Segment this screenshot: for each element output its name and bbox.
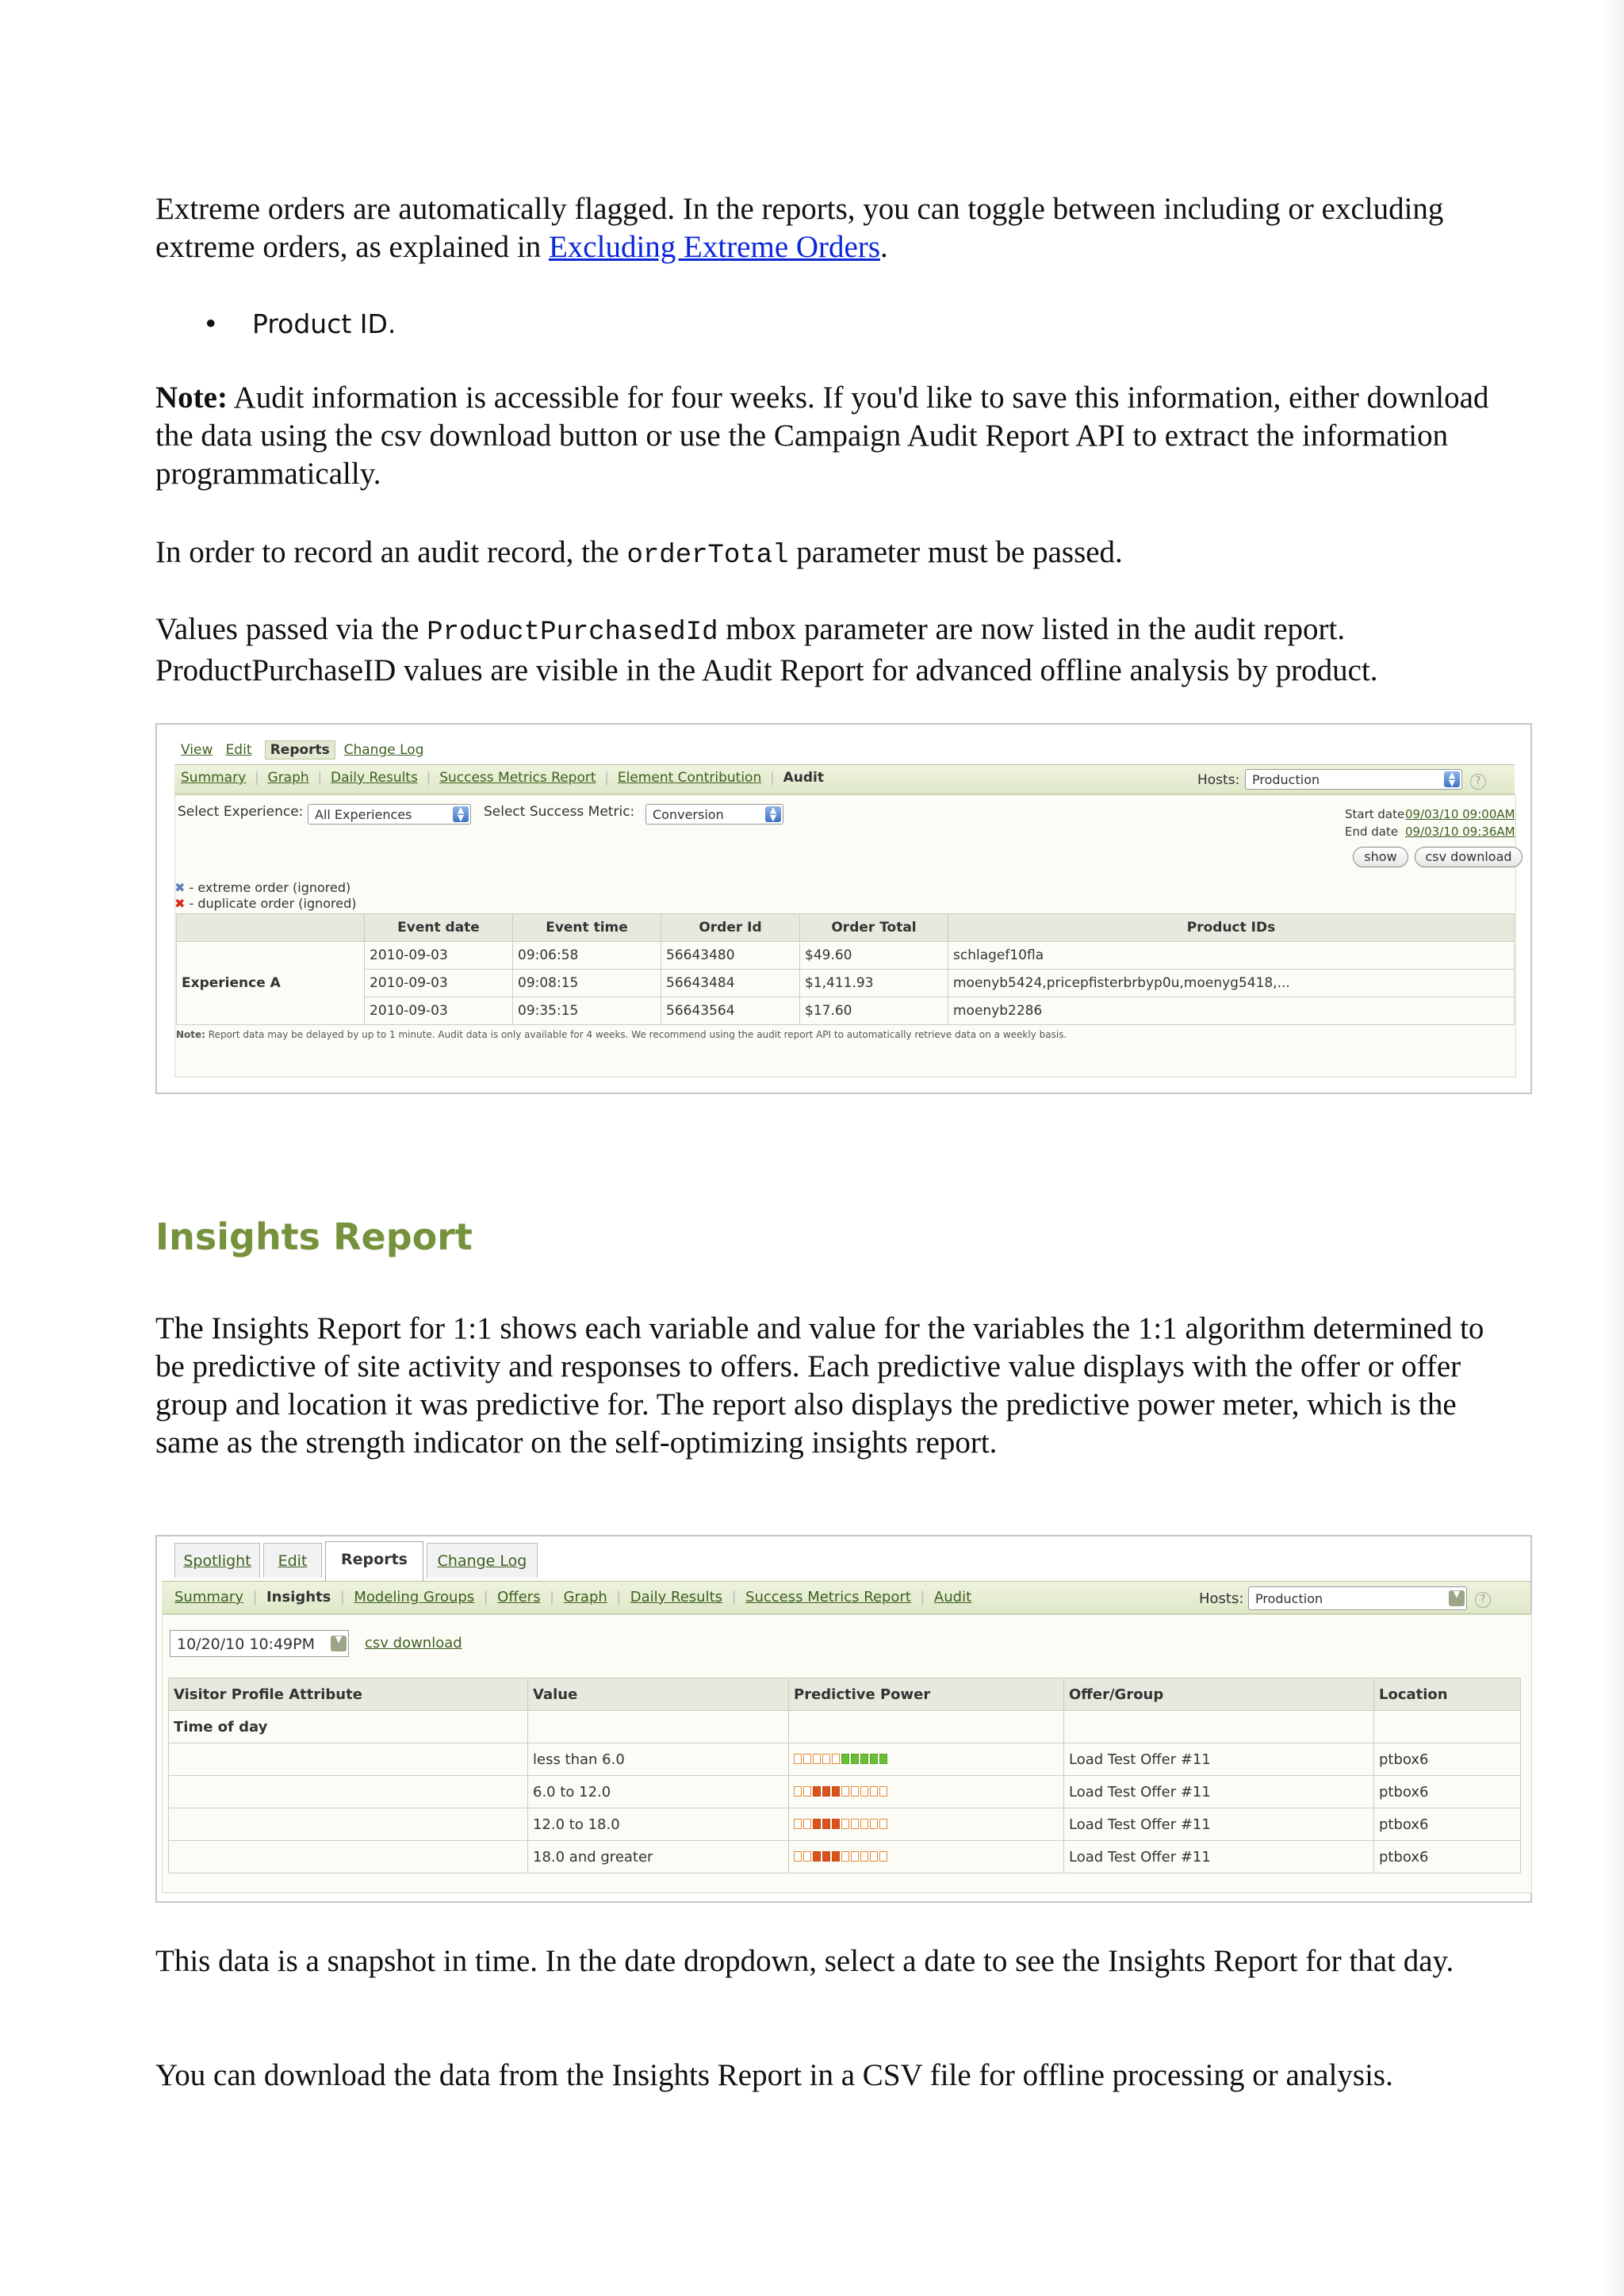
select-metric-label: Select Success Metric: — [484, 804, 635, 820]
table-row — [177, 997, 1515, 1025]
location-cell: ptbox6 — [1374, 1808, 1521, 1841]
insights-table — [168, 1678, 1521, 1873]
tab-reports[interactable] — [325, 1541, 423, 1581]
select-arrow-icon: ▲ ▼ — [1444, 771, 1460, 787]
select-arrow-icon: ▲ ▼ — [453, 806, 469, 822]
footnote-text: Report data may be delayed by up to 1 minute. Audit data is only available for 4 weeks. We recommend using the audit report API to automatically retrieve data on a weekly basis. — [205, 1029, 1067, 1040]
tab-label: Spotlight — [183, 1552, 251, 1570]
attribute-cell: Time of day — [169, 1711, 528, 1743]
subnav-element-contribution[interactable]: Element Contribution — [617, 770, 762, 786]
table-row — [169, 1743, 1521, 1776]
column-header-offer-group: Offer/Group — [1064, 1678, 1374, 1711]
location-cell: ptbox6 — [1374, 1743, 1521, 1776]
tab-reports[interactable]: Reports — [265, 740, 335, 760]
table-cell: schlagef10fla — [948, 942, 1515, 970]
table-header-row — [177, 914, 1515, 942]
subnav-success-metrics[interactable]: Success Metrics Report — [439, 770, 596, 786]
start-date-link[interactable]: 09/03/10 09:00AM — [1405, 807, 1515, 821]
page-edge-shadow — [1600, 0, 1624, 2296]
audit-report-screenshot — [155, 723, 1532, 1094]
insights-report-screenshot — [155, 1535, 1532, 1903]
select-experience-value: All Experiences — [315, 807, 412, 822]
tab-spotlight[interactable] — [174, 1543, 260, 1578]
legend-duplicate — [174, 896, 357, 911]
audit-table — [176, 913, 1515, 1025]
hosts-select-value: Production — [1252, 772, 1320, 787]
value-cell: 12.0 to 18.0 — [528, 1808, 789, 1841]
note-label: Note: — [155, 381, 228, 415]
table-row — [169, 1711, 1521, 1743]
location-cell: ptbox6 — [1374, 1841, 1521, 1873]
audit-tabs — [181, 742, 423, 758]
subnav-daily-results[interactable]: Daily Results — [331, 770, 418, 786]
predictive-power-cell — [789, 1841, 1064, 1873]
column-header-location: Location — [1374, 1678, 1521, 1711]
end-date-link[interactable]: 09/03/10 09:36AM — [1405, 825, 1515, 839]
note-text: Audit information is accessible for four weeks. If you'd like to save this information, either download the data using the csv download button or use the Campaign Audit Report API to extract the information programmatically. — [155, 381, 1489, 491]
table-cell: 56643480 — [661, 942, 800, 970]
table-row — [169, 1776, 1521, 1808]
table-cell — [169, 1776, 528, 1808]
paragraph-insights: The Insights Report for 1:1 shows each variable and value for the variables the 1:1 algorithm determined to be predictive of site activity and responses to offers. Each predictive value displays with the offer or offer group and location it was predictive for. The report also displays the predictive power meter, which is the same as the strength indicator on the self-optimizing insights report. — [155, 1311, 1484, 1460]
code-product-purchased-id: ProductPurchasedId — [427, 618, 718, 648]
hosts-select-value: Production — [1255, 1591, 1323, 1606]
date-select-value: 10/20/10 10:49PM — [177, 1636, 315, 1653]
table-cell — [169, 1808, 528, 1841]
tab-label: Edit — [278, 1552, 308, 1570]
subnav-graph[interactable]: Graph — [563, 1589, 607, 1605]
column-header-empty — [177, 914, 365, 942]
predictive-power-cell — [789, 1776, 1064, 1808]
paragraph-text: In order to record an audit record, the — [155, 535, 627, 569]
table-cell — [169, 1841, 528, 1873]
column-header-product-ids: Product IDs — [948, 914, 1515, 942]
table-cell: $17.60 — [800, 997, 948, 1025]
table-row — [177, 942, 1515, 970]
subnav-offers[interactable]: Offers — [497, 1589, 541, 1605]
bullet-text: Product ID. — [252, 308, 396, 339]
hosts-select[interactable] — [1248, 1586, 1467, 1610]
offer-cell: Load Test Offer #11 — [1064, 1743, 1374, 1776]
table-cell — [1064, 1711, 1374, 1743]
date-select[interactable] — [170, 1630, 349, 1657]
subnav-audit[interactable]: Audit — [933, 1589, 972, 1605]
table-cell: 56643484 — [661, 970, 800, 997]
table-cell — [169, 1743, 528, 1776]
paragraph-snapshot: This data is a snapshot in time. In the date dropdown, select a date to see the Insights Report for that day. — [155, 1944, 1454, 1978]
paragraph-product-purchased-id — [155, 610, 1503, 690]
value-cell: less than 6.0 — [528, 1743, 789, 1776]
start-date-label: Start date — [1345, 807, 1405, 821]
subnav-audit[interactable]: Audit — [783, 770, 824, 786]
subnav-success-metrics[interactable]: Success Metrics Report — [745, 1589, 911, 1605]
table-cell — [1374, 1711, 1521, 1743]
paragraph-order-total — [155, 534, 1503, 575]
bullet-icon: • — [203, 308, 219, 339]
table-row — [169, 1841, 1521, 1873]
duplicate-order-icon: ✖ — [174, 896, 186, 911]
end-date-label: End date — [1345, 825, 1399, 839]
table-cell: $1,411.93 — [800, 970, 948, 997]
chevron-down-icon: ▼ — [1449, 1590, 1465, 1606]
audit-subnav: Summary | Graph | Daily Results | Success Metrics Report | Element Contribution | Audit — [181, 770, 824, 786]
select-metric-dropdown[interactable] — [645, 804, 783, 825]
audit-footnote — [176, 1029, 1067, 1040]
table-cell: 09:08:15 — [513, 970, 661, 997]
subnav-summary[interactable]: Summary — [181, 770, 247, 786]
table-cell — [528, 1711, 789, 1743]
subnav-graph[interactable]: Graph — [267, 770, 309, 786]
paragraph-text: mbox parameter are now listed in the audit report. ProductPurchaseID values are visible in the Audit Report for advanced offline analysis by product. — [155, 612, 1378, 687]
csv-download-button[interactable]: csv download — [1415, 847, 1522, 867]
column-header-predictive-power: Predictive Power — [789, 1678, 1064, 1711]
table-cell: 09:35:15 — [513, 997, 661, 1025]
subnav-modeling-groups[interactable]: Modeling Groups — [354, 1589, 475, 1605]
table-cell: 56643564 — [661, 997, 800, 1025]
tab-change-log[interactable]: Change Log — [343, 742, 424, 758]
select-arrow-icon: ▲ ▼ — [765, 806, 781, 822]
hosts-select[interactable] — [1245, 769, 1462, 790]
paragraph-text: parameter must be passed. — [788, 535, 1123, 569]
table-cell: 2010-09-03 — [365, 997, 513, 1025]
tab-view[interactable]: View — [181, 742, 213, 758]
tab-change-log[interactable] — [427, 1543, 538, 1578]
footnote-label: Note: — [176, 1029, 205, 1040]
table-cell: 09:06:58 — [513, 942, 661, 970]
insights-tabs — [174, 1543, 1522, 1582]
table-cell — [789, 1711, 1064, 1743]
predictive-power-meter — [794, 1784, 889, 1800]
excluding-extreme-orders-link[interactable]: Excluding Extreme Orders — [548, 230, 881, 264]
column-header-event-time: Event time — [513, 914, 661, 942]
paragraph-text: Values passed via the — [155, 612, 427, 646]
column-header-visitor-profile-attribute: Visitor Profile Attribute — [169, 1678, 528, 1711]
paragraph-text: Extreme orders are automatically flagged. In the reports, you can toggle between including or excluding extreme orders, as explained in — [155, 192, 1444, 264]
tab-edit[interactable] — [263, 1543, 322, 1578]
paragraph-extreme-orders — [155, 190, 1503, 266]
hosts-label: Hosts: — [1197, 772, 1240, 788]
table-cell: moenyb5424,pricepfisterbrbyp0u,moenyg5418,... — [948, 970, 1515, 997]
offer-cell: Load Test Offer #11 — [1064, 1841, 1374, 1873]
table-row — [169, 1808, 1521, 1841]
predictive-power-meter — [794, 1849, 889, 1866]
value-cell: 6.0 to 12.0 — [528, 1776, 789, 1808]
subnav-daily-results[interactable]: Daily Results — [630, 1589, 723, 1605]
help-icon[interactable]: ? — [1475, 1592, 1491, 1608]
legend-extreme — [174, 880, 350, 895]
predictive-power-cell — [789, 1743, 1064, 1776]
subnav-insights[interactable]: Insights — [266, 1589, 331, 1605]
predictive-power-cell — [789, 1808, 1064, 1841]
subnav-summary[interactable]: Summary — [174, 1589, 243, 1605]
insights-report-heading: Insights Report — [155, 1215, 473, 1258]
hosts-label: Hosts: — [1199, 1590, 1244, 1607]
predictive-power-meter — [794, 1816, 889, 1833]
help-icon[interactable]: ? — [1470, 774, 1486, 790]
paragraph-note — [155, 379, 1503, 493]
select-metric-value: Conversion — [653, 807, 724, 822]
offer-cell: Load Test Offer #11 — [1064, 1776, 1374, 1808]
table-row — [177, 970, 1515, 997]
column-header-order-id: Order Id — [661, 914, 800, 942]
chevron-down-icon: ▼ — [331, 1636, 347, 1651]
code-order-total: orderTotal — [626, 541, 789, 571]
table-cell: 2010-09-03 — [365, 970, 513, 997]
select-experience-dropdown[interactable] — [308, 804, 471, 825]
tab-label: Reports — [341, 1551, 408, 1568]
csv-download-link[interactable]: csv download — [365, 1635, 462, 1651]
column-header-order-total: Order Total — [800, 914, 948, 942]
value-cell: 18.0 and greater — [528, 1841, 789, 1873]
column-header-value: Value — [528, 1678, 789, 1711]
legend-extreme-text: - extreme order (ignored) — [189, 880, 351, 895]
tab-edit[interactable]: Edit — [225, 742, 252, 758]
legend-duplicate-text: - duplicate order (ignored) — [189, 896, 357, 911]
offer-cell: Load Test Offer #11 — [1064, 1808, 1374, 1841]
select-experience-label: Select Experience: — [178, 804, 304, 820]
table-cell: moenyb2286 — [948, 997, 1515, 1025]
extreme-order-icon: ✖ — [174, 880, 186, 895]
table-cell: $49.60 — [800, 942, 948, 970]
insights-subnav: Summary | Insights | Modeling Groups | Offers | Graph | Daily Results | Success Metrics Report | Audit — [174, 1589, 972, 1605]
paragraph-download: You can download the data from the Insights Report in a CSV file for offline processing or analysis. — [155, 2058, 1393, 2092]
location-cell: ptbox6 — [1374, 1776, 1521, 1808]
predictive-power-meter — [794, 1751, 889, 1768]
show-button[interactable]: show — [1353, 847, 1408, 867]
tab-label: Change Log — [437, 1552, 527, 1570]
table-cell: 2010-09-03 — [365, 942, 513, 970]
table-header-row — [169, 1678, 1521, 1711]
paragraph-text: . — [880, 230, 888, 264]
column-header-event-date: Event date — [365, 914, 513, 942]
experience-cell: Experience A — [177, 942, 365, 1025]
